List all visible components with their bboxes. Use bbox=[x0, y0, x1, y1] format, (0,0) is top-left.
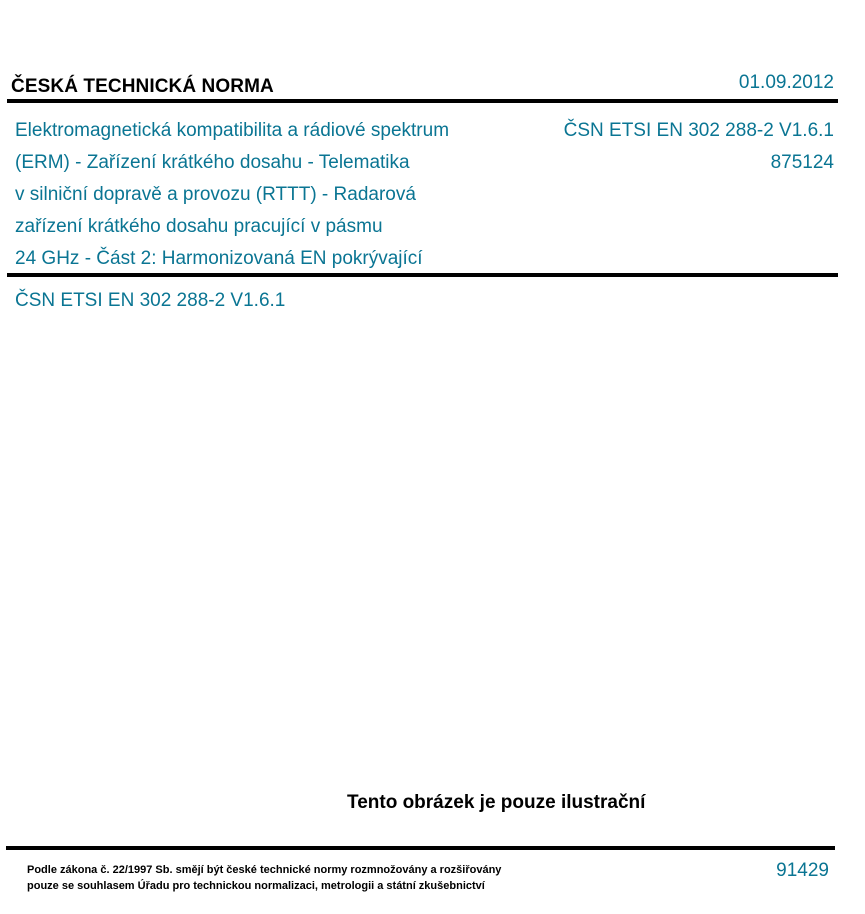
designation-code: ČSN ETSI EN 302 288-2 V1.6.1 bbox=[563, 120, 834, 141]
issue-date: 01.09.2012 bbox=[738, 72, 834, 93]
catalog-number: 91429 bbox=[776, 860, 829, 881]
standard-designation bbox=[564, 115, 834, 179]
standard-subject bbox=[15, 115, 515, 275]
bottom-divider bbox=[6, 846, 835, 850]
subject-line: zařízení krátkého dosahu pracující v pásmu bbox=[15, 216, 383, 237]
legal-line: pouze se souhlasem Úřadu pro technickou normalizaci, metrologii a státní zkušebnictví bbox=[27, 880, 485, 892]
sub-designation: ČSN ETSI EN 302 288-2 V1.6.1 bbox=[15, 290, 286, 311]
top-divider bbox=[7, 99, 838, 103]
legal-line: Podle zákona č. 22/1997 Sb. smějí být české technické normy rozmnožovány a rozšiřovány bbox=[27, 864, 502, 876]
subject-line: 24 GHz - Část 2: Harmonizovaná EN pokrývající bbox=[15, 248, 423, 269]
document-title: ČESKÁ TECHNICKÁ NORMA bbox=[11, 76, 274, 97]
subject-line: v silniční dopravě a provozu (RTTT) - Radarová bbox=[15, 184, 416, 205]
middle-divider bbox=[7, 273, 838, 277]
subject-line: Elektromagnetická kompatibilita a rádiové spektrum bbox=[15, 120, 450, 141]
subject-line: (ERM) - Zařízení krátkého dosahu - Telematika bbox=[15, 152, 410, 173]
illustration-note: Tento obrázek je pouze ilustrační bbox=[347, 792, 646, 813]
legal-notice bbox=[27, 862, 501, 894]
designation-number: 875124 bbox=[770, 152, 834, 173]
